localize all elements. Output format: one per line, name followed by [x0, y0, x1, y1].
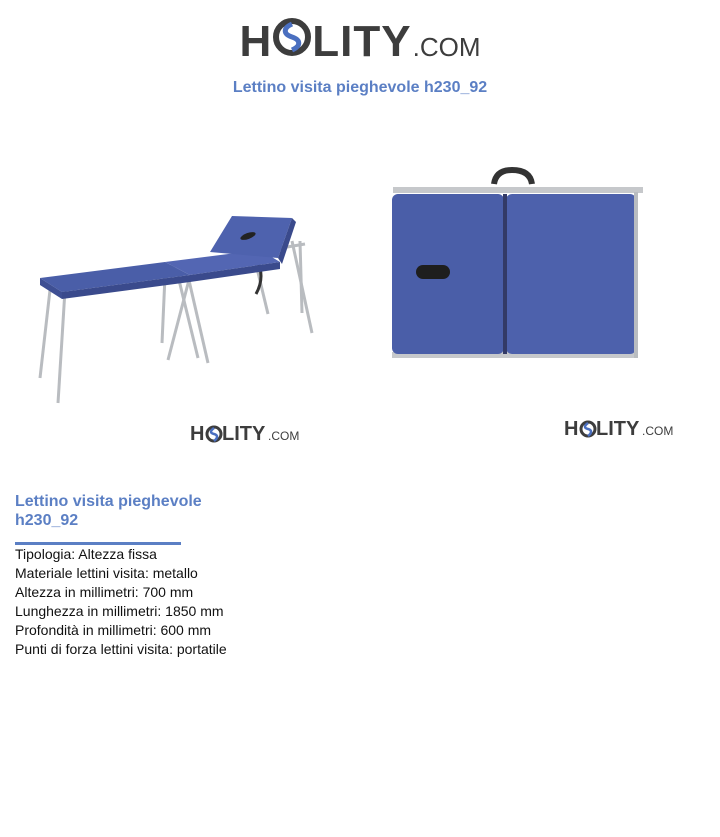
- svg-text:H: H: [190, 423, 205, 445]
- site-logo[interactable]: [0, 18, 720, 64]
- spec-item: Altezza in millimetri: 700 mm: [15, 584, 194, 600]
- folded-couch-image: [392, 170, 643, 358]
- spec-item: Tipologia: Altezza fissa: [15, 546, 157, 562]
- spec-item: Materiale lettini visita: metallo: [15, 565, 198, 581]
- logo-o-icon: [273, 18, 311, 61]
- product-title-line2: h230_92: [15, 512, 79, 529]
- product-title-line1: Lettino visita pieghevole: [15, 493, 202, 510]
- logo-letter-h: H: [239, 17, 273, 66]
- spec-item: Punti di forza lettini visita: portatile: [15, 641, 227, 657]
- page-title: Lettino visita pieghevole h230_92: [232, 79, 488, 96]
- spec-item: Lunghezza in millimetri: 1850 mm: [15, 603, 224, 619]
- product-photo: [0, 118, 720, 470]
- svg-text:.COM: .COM: [642, 424, 674, 438]
- product-title: [15, 492, 235, 530]
- logo-wordmark: [240, 18, 481, 64]
- spec-item: Profondità in millimetri: 600 mm: [15, 622, 212, 638]
- svg-text:LITY: LITY: [222, 423, 266, 445]
- logo-letters-lity: LITY: [312, 17, 412, 66]
- logo-com: .COM: [412, 32, 481, 62]
- small-logo-right: [564, 418, 673, 440]
- svg-text:LITY: LITY: [596, 418, 640, 440]
- small-logo-left: [190, 423, 299, 445]
- spec-list: [15, 545, 227, 659]
- svg-text:H: H: [564, 418, 579, 440]
- svg-text:.COM: .COM: [268, 429, 300, 443]
- open-couch-image: [40, 216, 312, 403]
